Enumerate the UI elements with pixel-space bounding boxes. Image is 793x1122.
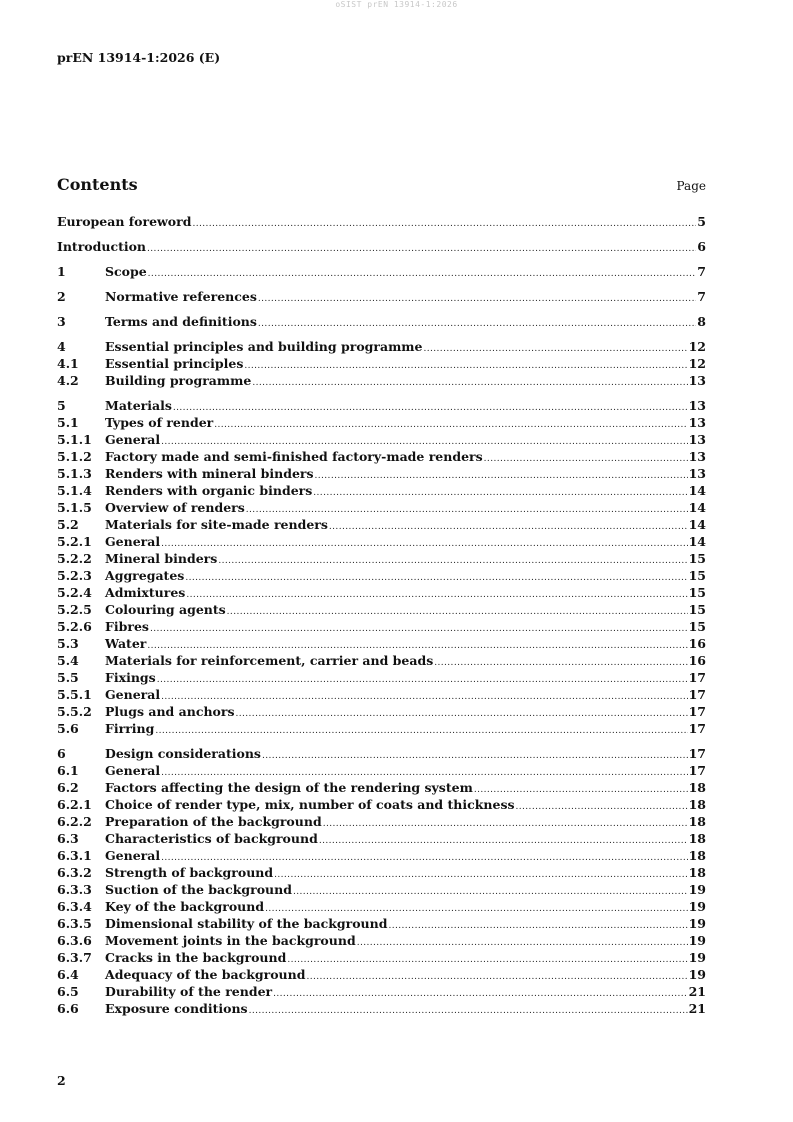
toc-entry-page: 15 bbox=[688, 568, 706, 583]
toc-entry-number: 5.2.1 bbox=[57, 534, 92, 549]
toc-entry-page: 12 bbox=[688, 339, 706, 354]
toc-entry[interactable] bbox=[57, 619, 706, 636]
toc-leader-dots bbox=[186, 590, 687, 600]
toc-entry[interactable] bbox=[57, 415, 706, 432]
page-number: 2 bbox=[57, 1073, 66, 1088]
toc-entry-title: Exposure conditions bbox=[105, 1001, 248, 1016]
toc-entry[interactable] bbox=[57, 670, 706, 687]
toc-entry-title: Factory made and semi-finished factory-made renders bbox=[105, 449, 483, 464]
toc-entry-title: Aggregates bbox=[105, 568, 185, 583]
toc-entry-title: Fibres bbox=[105, 619, 149, 634]
toc-entry[interactable] bbox=[57, 797, 706, 814]
toc-entry[interactable] bbox=[57, 780, 706, 797]
toc-entry-title: Materials bbox=[105, 398, 172, 413]
toc-entry-title: Building programme bbox=[105, 373, 252, 388]
toc-leader-dots bbox=[147, 641, 687, 651]
toc-entry-title: Introduction bbox=[57, 239, 147, 254]
toc-entry[interactable] bbox=[57, 214, 706, 231]
toc-leader-dots bbox=[161, 853, 687, 863]
toc-entry-number: 6.3.4 bbox=[57, 899, 92, 914]
toc-entry[interactable] bbox=[57, 466, 706, 483]
toc-entry-number: 1 bbox=[57, 264, 66, 279]
toc-entry-title: Cracks in the background bbox=[105, 950, 287, 965]
toc-leader-dots bbox=[148, 269, 697, 279]
toc-entry-number: 5.5.2 bbox=[57, 704, 92, 719]
toc-entry-title: Normative references bbox=[105, 289, 257, 304]
toc-entry[interactable] bbox=[57, 848, 706, 865]
toc-entry-number: 6.2 bbox=[57, 780, 79, 795]
toc-leader-dots bbox=[244, 361, 687, 371]
toc-entry-number: 4.1 bbox=[57, 356, 79, 371]
toc-entry-page: 21 bbox=[688, 1001, 706, 1016]
toc-entry-page: 15 bbox=[688, 619, 706, 634]
toc-entry-title: Renders with mineral binders bbox=[105, 466, 314, 481]
toc-entry-page: 13 bbox=[688, 466, 706, 481]
toc-leader-dots bbox=[236, 709, 688, 719]
toc-entry-number: 5.3 bbox=[57, 636, 79, 651]
toc-entry-page: 17 bbox=[688, 763, 706, 778]
toc-entry-page: 19 bbox=[688, 950, 706, 965]
toc-entry-title: Choice of render type, mix, number of coats and thickness bbox=[105, 797, 515, 812]
toc-entry[interactable] bbox=[57, 984, 706, 1001]
toc-entry-title: Plugs and anchors bbox=[105, 704, 235, 719]
toc-entry[interactable] bbox=[57, 398, 706, 415]
toc-leader-dots bbox=[357, 938, 688, 948]
toc-entry[interactable] bbox=[57, 534, 706, 551]
toc-group bbox=[57, 314, 706, 331]
toc-leader-dots bbox=[424, 344, 688, 354]
toc-entry[interactable] bbox=[57, 500, 706, 517]
toc-entry-number: 5 bbox=[57, 398, 66, 413]
toc-entry-title: Scope bbox=[105, 264, 147, 279]
toc-entry-number: 6.5 bbox=[57, 984, 79, 999]
toc-entry[interactable] bbox=[57, 339, 706, 356]
toc-entry-title: Dimensional stability of the background bbox=[105, 916, 388, 931]
toc-entry-page: 5 bbox=[697, 214, 706, 229]
toc-entry-page: 13 bbox=[688, 449, 706, 464]
toc-entry-number: 6.3.2 bbox=[57, 865, 92, 880]
toc-group bbox=[57, 239, 706, 256]
toc-entry-number: 5.6 bbox=[57, 721, 79, 736]
toc-entry-title: Factors affecting the design of the rendering system bbox=[105, 780, 473, 795]
toc-leader-dots bbox=[274, 870, 687, 880]
toc-entry-title: Colouring agents bbox=[105, 602, 226, 617]
toc-entry[interactable] bbox=[57, 373, 706, 390]
toc-leader-dots bbox=[329, 522, 688, 532]
toc-entry-title: Durability of the render bbox=[105, 984, 273, 999]
toc-entry-number: 6.4 bbox=[57, 967, 79, 982]
toc-entry-page: 17 bbox=[688, 704, 706, 719]
toc-entry-page: 13 bbox=[688, 373, 706, 388]
toc-entry-page: 18 bbox=[688, 865, 706, 880]
toc-leader-dots bbox=[252, 378, 687, 388]
toc-entry-number: 5.1.2 bbox=[57, 449, 92, 464]
toc-leader-dots bbox=[319, 836, 688, 846]
toc-leader-dots bbox=[388, 921, 687, 931]
toc-entry-number: 6.6 bbox=[57, 1001, 79, 1016]
toc-entry-page: 15 bbox=[688, 585, 706, 600]
toc-entry[interactable] bbox=[57, 356, 706, 373]
toc-leader-dots bbox=[315, 471, 688, 481]
toc-entry[interactable] bbox=[57, 899, 706, 916]
toc-entry-title: Characteristics of background bbox=[105, 831, 318, 846]
toc-entry[interactable] bbox=[57, 314, 706, 331]
toc-entry[interactable] bbox=[57, 289, 706, 306]
page-column-label: Page bbox=[676, 179, 706, 193]
toc-leader-dots bbox=[147, 244, 696, 254]
toc-group bbox=[57, 214, 706, 231]
toc-entry-page: 14 bbox=[688, 483, 706, 498]
toc-entry[interactable] bbox=[57, 882, 706, 899]
toc-entry-number: 6.3.1 bbox=[57, 848, 92, 863]
toc-entry-page: 21 bbox=[688, 984, 706, 999]
toc-entry-number: 6.3.3 bbox=[57, 882, 92, 897]
toc-leader-dots bbox=[227, 607, 688, 617]
document-id: prEN 13914-1:2026 (E) bbox=[57, 50, 221, 65]
toc-entry[interactable] bbox=[57, 585, 706, 602]
toc-entry-number: 5.2.2 bbox=[57, 551, 92, 566]
toc-leader-dots bbox=[185, 573, 687, 583]
toc-entry-number: 5.2.6 bbox=[57, 619, 92, 634]
toc-leader-dots bbox=[157, 675, 688, 685]
toc-leader-dots bbox=[258, 319, 696, 329]
toc-leader-dots bbox=[293, 887, 688, 897]
toc-entry-title: General bbox=[105, 432, 161, 447]
toc-entry[interactable] bbox=[57, 239, 706, 256]
toc-entry-page: 19 bbox=[688, 882, 706, 897]
toc-leader-dots bbox=[313, 488, 687, 498]
toc-entry-page: 13 bbox=[688, 415, 706, 430]
toc-group bbox=[57, 264, 706, 281]
toc-leader-dots bbox=[474, 785, 688, 795]
toc-entry-title: Essential principles and building programme bbox=[105, 339, 423, 354]
toc-leader-dots bbox=[155, 726, 687, 736]
toc-entry-number: 3 bbox=[57, 314, 66, 329]
toc-entry-title: European foreword bbox=[57, 214, 192, 229]
toc-entry-number: 4 bbox=[57, 339, 66, 354]
toc-entry[interactable] bbox=[57, 483, 706, 500]
toc-entry[interactable] bbox=[57, 814, 706, 831]
toc-entry-page: 17 bbox=[688, 746, 706, 761]
toc-entry-page: 8 bbox=[697, 314, 706, 329]
toc-entry-page: 17 bbox=[688, 670, 706, 685]
toc-leader-dots bbox=[150, 624, 688, 634]
toc-entry-number: 5.2.3 bbox=[57, 568, 92, 583]
toc-entry-page: 17 bbox=[688, 687, 706, 702]
toc-entry-number: 5.1.5 bbox=[57, 500, 92, 515]
toc-entry-number: 5.1.1 bbox=[57, 432, 92, 447]
toc-entry-number: 5.5.1 bbox=[57, 687, 92, 702]
toc-entry[interactable] bbox=[57, 950, 706, 967]
toc-entry[interactable] bbox=[57, 721, 706, 738]
toc-entry-page: 18 bbox=[688, 814, 706, 829]
toc-entry-page: 13 bbox=[688, 398, 706, 413]
toc-entry-page: 19 bbox=[688, 933, 706, 948]
toc-entry-page: 19 bbox=[688, 899, 706, 914]
toc-entry-title: General bbox=[105, 848, 161, 863]
toc-leader-dots bbox=[265, 904, 688, 914]
toc-entry-page: 15 bbox=[688, 551, 706, 566]
toc-entry-page: 12 bbox=[688, 356, 706, 371]
toc-group bbox=[57, 339, 706, 390]
toc-entry-number: 6.3.6 bbox=[57, 933, 92, 948]
toc-entry-page: 6 bbox=[697, 239, 706, 254]
toc-entry[interactable] bbox=[57, 264, 706, 281]
toc-leader-dots bbox=[434, 658, 687, 668]
toc-entry-number: 6.3.7 bbox=[57, 950, 92, 965]
table-of-contents bbox=[57, 214, 706, 1026]
toc-entry-title: Preparation of the background bbox=[105, 814, 322, 829]
toc-leader-dots bbox=[161, 768, 687, 778]
toc-entry-number: 5.1.3 bbox=[57, 466, 92, 481]
toc-entry-page: 19 bbox=[688, 916, 706, 931]
toc-entry[interactable] bbox=[57, 831, 706, 848]
toc-entry-number: 2 bbox=[57, 289, 66, 304]
toc-entry-page: 7 bbox=[697, 264, 706, 279]
toc-entry-number: 5.2 bbox=[57, 517, 79, 532]
toc-entry[interactable] bbox=[57, 551, 706, 568]
toc-entry[interactable] bbox=[57, 687, 706, 704]
toc-leader-dots bbox=[323, 819, 688, 829]
toc-entry-page: 14 bbox=[688, 534, 706, 549]
toc-entry-title: Renders with organic binders bbox=[105, 483, 313, 498]
toc-entry-title: Movement joints in the background bbox=[105, 933, 356, 948]
toc-entry-title: Key of the background bbox=[105, 899, 265, 914]
toc-leader-dots bbox=[173, 403, 688, 413]
toc-entry[interactable] bbox=[57, 653, 706, 670]
toc-entry-page: 18 bbox=[688, 797, 706, 812]
toc-leader-dots bbox=[262, 751, 688, 761]
toc-entry[interactable] bbox=[57, 916, 706, 933]
toc-entry-title: Design considerations bbox=[105, 746, 261, 761]
toc-leader-dots bbox=[273, 989, 687, 999]
toc-entry-title: Essential principles bbox=[105, 356, 244, 371]
toc-entry-number: 5.4 bbox=[57, 653, 79, 668]
toc-leader-dots bbox=[192, 219, 696, 229]
toc-entry-number: 6.3 bbox=[57, 831, 79, 846]
toc-entry-number: 6.3.5 bbox=[57, 916, 92, 931]
toc-entry-title: Materials for site-made renders bbox=[105, 517, 328, 532]
toc-entry-title: General bbox=[105, 687, 161, 702]
toc-entry-page: 14 bbox=[688, 500, 706, 515]
toc-entry-number: 5.5 bbox=[57, 670, 79, 685]
toc-entry[interactable] bbox=[57, 746, 706, 763]
toc-entry-page: 18 bbox=[688, 848, 706, 863]
toc-entry-title: Firring bbox=[105, 721, 155, 736]
toc-leader-dots bbox=[484, 454, 688, 464]
toc-leader-dots bbox=[249, 1006, 688, 1016]
toc-entry-number: 6.2.1 bbox=[57, 797, 92, 812]
toc-entry-number: 6.1 bbox=[57, 763, 79, 778]
toc-entry-page: 7 bbox=[697, 289, 706, 304]
toc-entry-title: Suction of the background bbox=[105, 882, 292, 897]
toc-group bbox=[57, 398, 706, 738]
toc-entry-title: General bbox=[105, 763, 161, 778]
toc-entry-title: Strength of background bbox=[105, 865, 274, 880]
toc-entry-title: Terms and definitions bbox=[105, 314, 257, 329]
toc-entry-number: 4.2 bbox=[57, 373, 79, 388]
toc-group bbox=[57, 746, 706, 1018]
toc-leader-dots bbox=[516, 802, 688, 812]
toc-leader-dots bbox=[246, 505, 688, 515]
toc-entry-title: Materials for reinforcement, carrier and beads bbox=[105, 653, 434, 668]
toc-entry-page: 14 bbox=[688, 517, 706, 532]
toc-entry-number: 6.2.2 bbox=[57, 814, 92, 829]
toc-leader-dots bbox=[214, 420, 687, 430]
toc-entry-title: Admixtures bbox=[105, 585, 186, 600]
toc-entry-page: 17 bbox=[688, 721, 706, 736]
toc-entry[interactable] bbox=[57, 704, 706, 721]
toc-entry[interactable] bbox=[57, 763, 706, 780]
toc-entry-number: 5.1.4 bbox=[57, 483, 92, 498]
toc-leader-dots bbox=[161, 437, 687, 447]
toc-entry-number: 5.1 bbox=[57, 415, 79, 430]
toc-entry-page: 18 bbox=[688, 780, 706, 795]
toc-entry-page: 15 bbox=[688, 602, 706, 617]
toc-entry[interactable] bbox=[57, 967, 706, 984]
toc-entry[interactable] bbox=[57, 517, 706, 534]
toc-leader-dots bbox=[287, 955, 687, 965]
toc-entry-number: 5.2.5 bbox=[57, 602, 92, 617]
toc-leader-dots bbox=[218, 556, 687, 566]
toc-entry[interactable] bbox=[57, 432, 706, 449]
toc-entry-title: Water bbox=[105, 636, 147, 651]
toc-entry-title: Overview of renders bbox=[105, 500, 245, 515]
toc-entry[interactable] bbox=[57, 602, 706, 619]
toc-entry-title: Mineral binders bbox=[105, 551, 218, 566]
toc-entry[interactable] bbox=[57, 568, 706, 585]
toc-entry-page: 16 bbox=[688, 636, 706, 651]
toc-leader-dots bbox=[258, 294, 696, 304]
toc-leader-dots bbox=[306, 972, 687, 982]
toc-entry[interactable] bbox=[57, 933, 706, 950]
toc-entry[interactable] bbox=[57, 865, 706, 882]
toc-group bbox=[57, 289, 706, 306]
toc-entry-page: 16 bbox=[688, 653, 706, 668]
toc-entry-title: Adequacy of the background bbox=[105, 967, 306, 982]
toc-leader-dots bbox=[161, 539, 687, 549]
toc-entry[interactable] bbox=[57, 449, 706, 466]
toc-entry-title: Types of render bbox=[105, 415, 214, 430]
toc-entry-page: 19 bbox=[688, 967, 706, 982]
toc-entry[interactable] bbox=[57, 1001, 706, 1018]
toc-leader-dots bbox=[161, 692, 687, 702]
toc-entry-number: 5.2.4 bbox=[57, 585, 92, 600]
watermark: oSIST prEN 13914-1:2026 bbox=[335, 0, 458, 9]
toc-entry-title: General bbox=[105, 534, 161, 549]
toc-entry-title: Fixings bbox=[105, 670, 156, 685]
toc-entry-page: 13 bbox=[688, 432, 706, 447]
toc-entry[interactable] bbox=[57, 636, 706, 653]
contents-title: Contents bbox=[57, 175, 138, 194]
toc-entry-number: 6 bbox=[57, 746, 66, 761]
toc-entry-page: 18 bbox=[688, 831, 706, 846]
contents-header bbox=[57, 175, 706, 194]
